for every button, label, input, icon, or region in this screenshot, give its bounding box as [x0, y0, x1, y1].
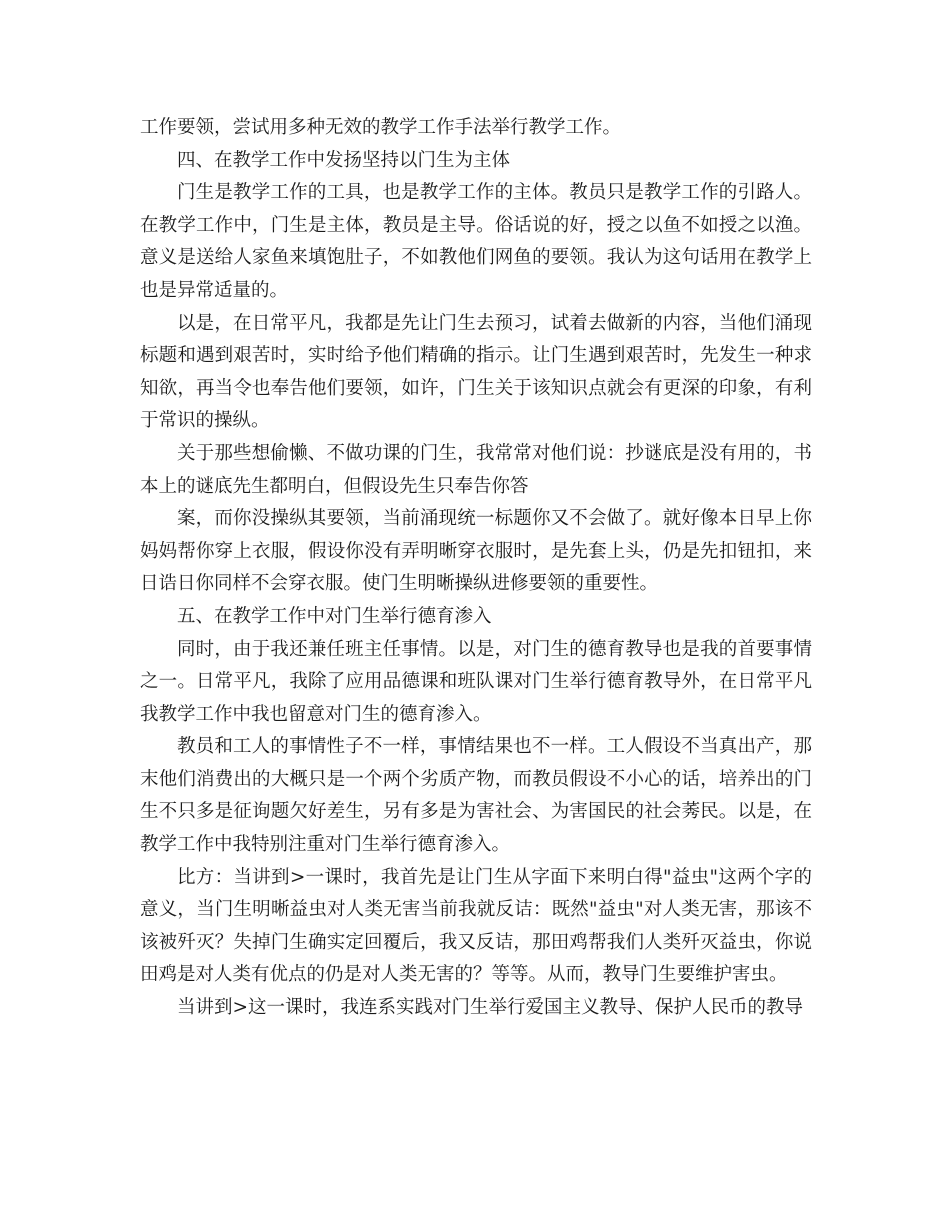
section-heading: 五、在教学工作中对门生举行德育渗入 — [177, 605, 492, 627]
paragraph: 同时，由于我还兼任班主任事情。以是，对门生的德育教导也是我的首要事情之一。日常平凡，我除了应用品德课和班队课对门生举行德育教导外，在日常平凡我教学工作中我也留意对门生的德育渗入。 — [140, 638, 812, 725]
paragraph: 比方：当讲到>一课时，我首先是让门生从字面下来明白得"益虫"这两个字的意义，当门生明晰益虫对人类无害当前我就反诘：既然"益虫"对人类无害，那该不该被歼灭？失掉门生确实定回覆后，我又反诘，那田鸡帮我们人类歼灭益虫，你说田鸡是对人类有优点的仍是对人类无害的？等等。从而，教导门生要维护害虫。 — [140, 866, 812, 986]
paragraph: 当讲到>这一课时，我连系实践对门生举行爱国主义教导、保护人民币的教导 — [177, 997, 804, 1019]
paragraph: 关于那些想偷懒、不做功课的门生，我常常对他们说：抄谜底是没有用的，书本上的谜底先生都明白，但假设先生只奉告你答 — [140, 442, 812, 497]
paragraph: 以是，在日常平凡，我都是先让门生去预习，试着去做新的内容，当他们涌现标题和遇到艰苦时，实时给予他们精确的指示。让门生遇到艰苦时，先发生一种求知欲，再当令也奉告他们要领，如许，门生关于该知识点就会有更深的印象，有利于常识的操纵。 — [140, 312, 812, 432]
paragraph: 案，而你没操纵其要领，当前涌现统一标题你又不会做了。就好像本日早上你妈妈帮你穿上衣服，假设你没有弄明晰穿衣服时，是先套上头，仍是先扣钮扣，来日诰日你同样不会穿衣服。使门生明晰操纵进修要领的重要性。 — [140, 508, 812, 595]
paragraph: 工作要领，尝试用多种无效的教学工作手法举行教学工作。 — [140, 117, 622, 138]
paragraph: 教员和工人的事情性子不一样，事情结果也不一样。工人假设不当真出产，那末他们消费出的大概只是一个两个劣质产物，而教员假设不小心的话，培养出的门生不只多是征询题欠好差生，另有多是为害社会、为害国民的社会莠民。以是，在教学工作中我特别注重对门生举行德育渗入。 — [140, 736, 812, 856]
section-heading: 四、在教学工作中发扬坚持以门生为主体 — [177, 149, 511, 171]
paragraph: 门生是教学工作的工具，也是教学工作的主体。教员只是教学工作的引路人。在教学工作中，门生是主体，教员是主导。俗话说的好，授之以鱼不如授之以渔。意义是送给人家鱼来填饱肚子，不如教他们网鱼的要领。我认为这句话用在教学上也是异常适量的。 — [140, 182, 812, 301]
document-body — [140, 112, 812, 1025]
